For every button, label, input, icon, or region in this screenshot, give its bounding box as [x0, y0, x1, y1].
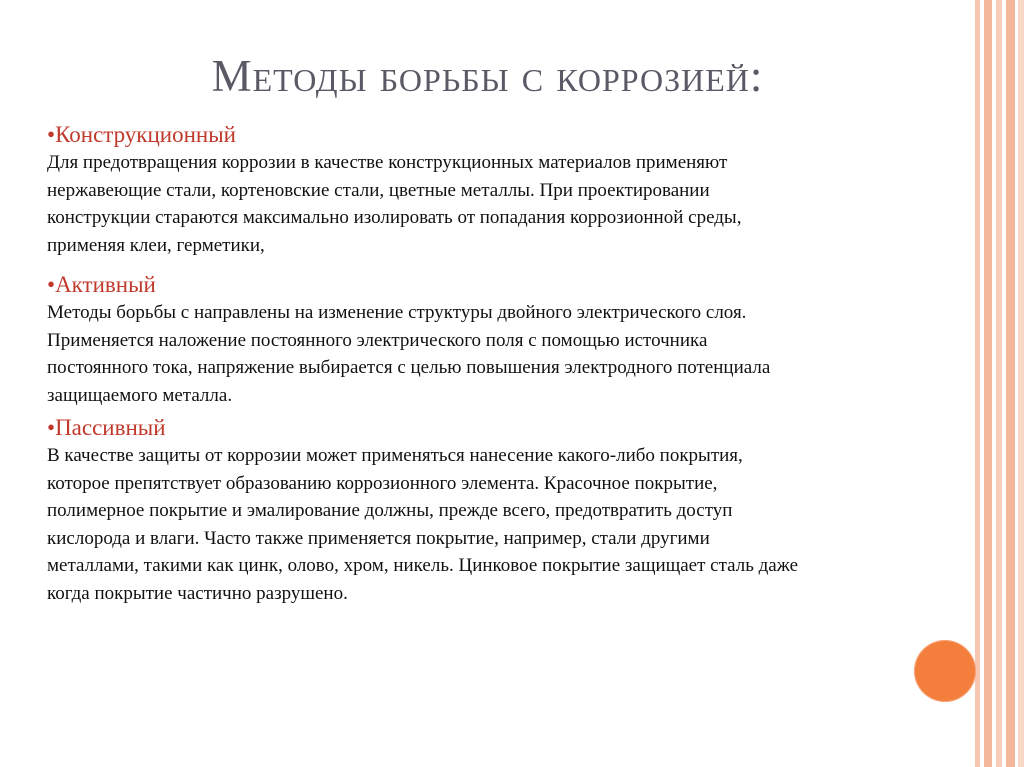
paragraph-line: Для предотвращения коррозии в качестве конструкционных материалов применяют [47, 152, 728, 173]
section-paragraph [47, 442, 962, 607]
section-paragraph [47, 299, 962, 409]
bullet-icon: • [47, 122, 56, 147]
orange-circle-decoration [914, 640, 976, 702]
paragraph-line: защищаемого металла. [47, 384, 233, 406]
section-constructional [47, 121, 962, 259]
section-heading [47, 414, 962, 442]
decorative-stripe [975, 0, 980, 767]
paragraph-line: применяя клеи, герметики, [47, 234, 265, 256]
paragraph-line: кислорода и влаги. Часто также применяется покрытие, например, стали другими [47, 527, 710, 549]
paragraph-line: Применяется наложение постоянного электрического поля с помощью источника [47, 329, 708, 351]
section-heading-text: Пассивный [55, 415, 166, 440]
decorative-stripe [1006, 0, 1015, 767]
section-heading [47, 271, 962, 299]
section-heading-text: Конструкционный [55, 122, 236, 147]
section-heading-text: Активный [55, 272, 156, 297]
section-heading [47, 121, 962, 149]
decorative-stripe [1018, 0, 1024, 767]
section-paragraph [47, 149, 962, 259]
slide-content [47, 121, 962, 612]
paragraph-line: полимерное покрытие и эмалирование должны, прежде всего, предотвратить доступ [47, 500, 733, 521]
paragraph-line: металлами, такими как цинк, олово, хром, никель. Цинковое покрытие защищает сталь даже [47, 555, 799, 576]
paragraph-line: В качестве защиты от коррозии может применяться нанесение какого-либо покрытия, [47, 445, 743, 466]
paragraph-line: постоянного тока, напряжение выбирается с целью повышения электродного потенциала [47, 357, 771, 378]
slide-title: Методы борьбы с коррозией: [211, 51, 764, 101]
paragraph-line: конструкции стараются максимально изолировать от попадания коррозионной среды, [47, 207, 742, 228]
bullet-icon: • [47, 272, 56, 297]
decorative-stripe [996, 0, 1002, 767]
paragraph-line: Методы борьбы с направлены на изменение структуры двойного электрического слоя. [47, 302, 747, 323]
bullet-icon: • [47, 415, 56, 440]
paragraph-line: которое препятствует образованию коррозионного элемента. Красочное покрытие, [47, 472, 718, 494]
section-passive [47, 414, 962, 607]
decorative-stripe [984, 0, 992, 767]
paragraph-line: нержавеющие стали, кортеновские стали, цветные металлы. При проектировании [47, 179, 710, 201]
paragraph-line: когда покрытие частично разрушено. [47, 582, 348, 604]
section-active [47, 271, 962, 409]
